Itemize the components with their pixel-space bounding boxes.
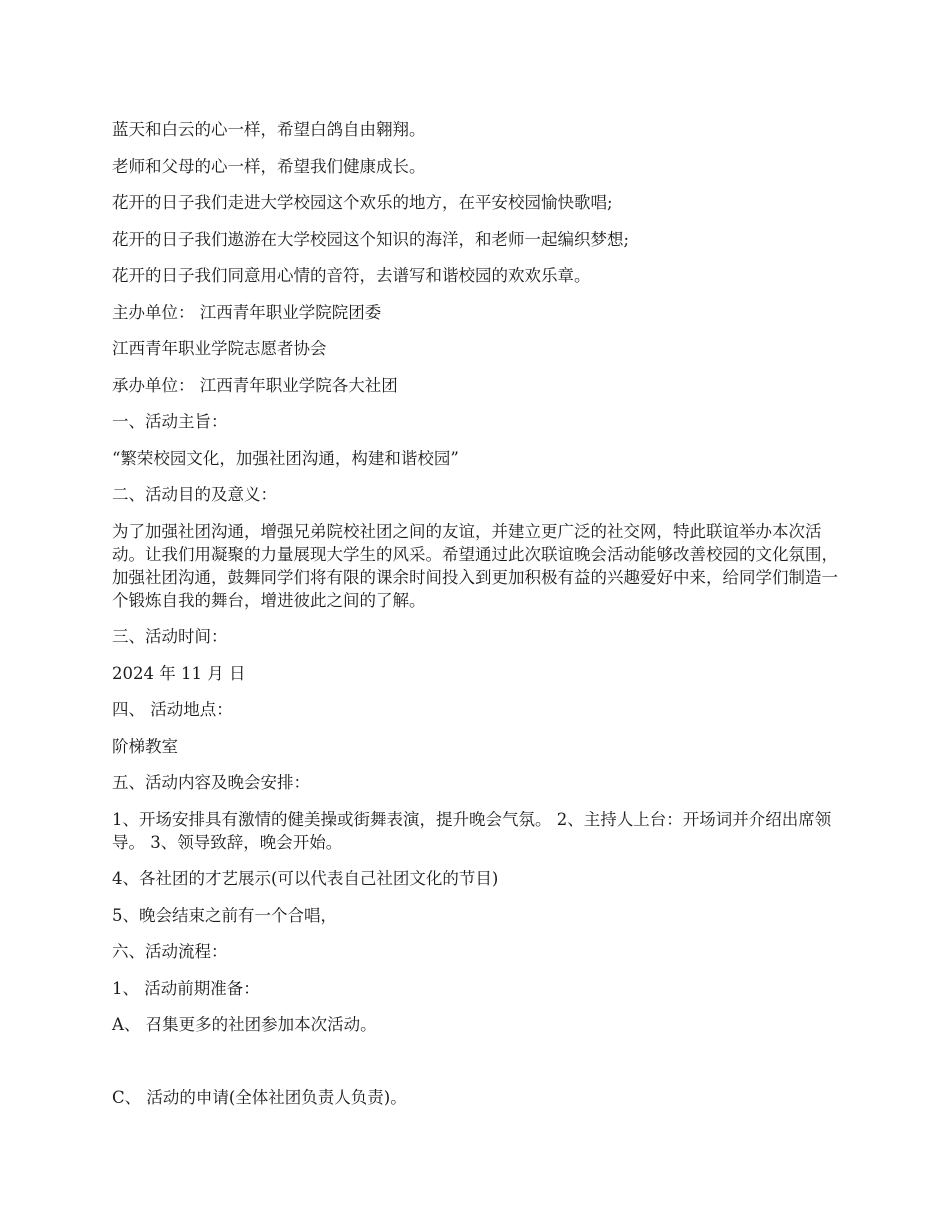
- list-item: C、 活动的申请(全体社团负责人负责)。: [112, 1087, 407, 1107]
- list-item: 5、晚会结束之前有一个合唱，: [112, 905, 337, 925]
- list-item: 4、各社团的才艺展示(可以代表自己社团文化的节目): [112, 869, 499, 888]
- section-heading: 三、活动时间：: [112, 627, 228, 646]
- purpose-paragraph: 为了加强社团沟通，增强兄弟院校社团之间的友谊，并建立更广泛的社交网，特此联谊举办本次活动。让我们用凝聚的力量展现大学生的风采。希望通过此次联谊晚会活动能够改善校园的文化氛围，加强社团沟通，鼓舞同学们将有限的课余时间投入到更加积极有益的兴趣爱好中来，给同学们制造一个锻炼自我的舞台，增进彼此之间的了解。: [112, 521, 838, 610]
- list-item: 1、开场安排具有激情的健美操或街舞表演，提升晚会气氛。 2、主持人上台：开场词并介绍出席领导。 3、领导致辞，晚会开始。: [112, 809, 832, 852]
- paragraph: 花开的日子我们遨游在大学校园这个知识的海洋，和老师一起编织梦想;: [112, 229, 630, 249]
- list-item: 1、 活动前期准备：: [112, 978, 260, 998]
- slogan: “繁荣校园文化，加强社团沟通，构建和谐校园”: [112, 448, 459, 468]
- section-heading: 四、 活动地点：: [112, 700, 233, 719]
- paragraph: 老师和父母的心一样，希望我们健康成长。: [112, 156, 426, 176]
- co-organizer-line: 承办单位： 江西青年职业学院各大社团: [112, 375, 398, 395]
- section-heading: 二、活动目的及意义：: [112, 485, 277, 504]
- paragraph: 花开的日子我们同意用心情的音符，去谱写和谐校园的欢欢乐章。: [112, 266, 591, 285]
- paragraph: 蓝天和白云的心一样，希望白鸽自由翱翔。: [112, 120, 426, 139]
- document-page: [112, 118, 842, 1122]
- list-item: A、 召集更多的社团参加本次活动。: [112, 1015, 377, 1034]
- section-heading: 五、活动内容及晚会安排：: [112, 773, 310, 792]
- section-heading: 六、活动流程：: [112, 942, 228, 961]
- organizer-line: 江西青年职业学院志愿者协会: [112, 339, 327, 358]
- section-heading: 一、活动主旨：: [112, 412, 228, 431]
- blank-gap: [112, 1050, 842, 1086]
- event-date: 2024 年 11 月 日: [112, 663, 246, 683]
- event-location: 阶梯教室: [112, 736, 178, 756]
- organizer-line: 主办单位： 江西青年职业学院院团委: [112, 302, 382, 322]
- paragraph: 花开的日子我们走进大学校园这个欢乐的地方，在平安校园愉快歌唱;: [112, 193, 613, 212]
